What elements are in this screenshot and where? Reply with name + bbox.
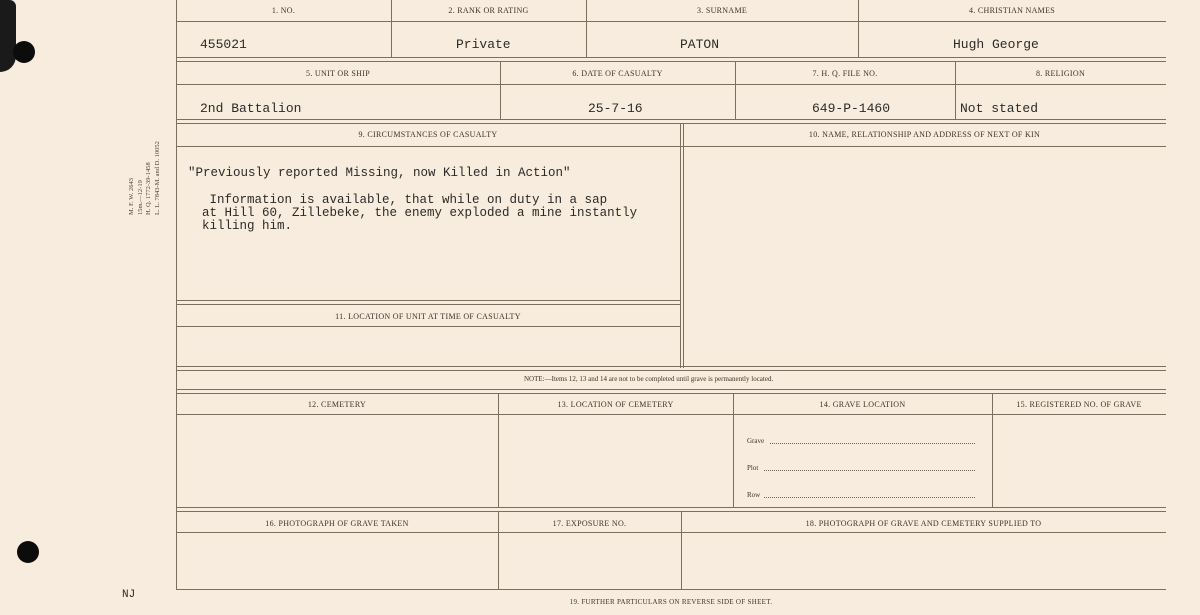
double-rule [176,366,1166,371]
header-circumstances: 9. CIRCUMSTANCES OF CASUALTY [358,130,498,139]
unit-value: 2nd Battalion [200,101,302,116]
header-date: 6. DATE OF CASUALTY [572,69,663,78]
header-rank: 2. RANK OR RATING [448,6,529,15]
torn-edge [0,0,16,72]
circumstances-line-3: at Hill 60, Zillebeke, the enemy exploded a mine instantly [202,206,638,220]
header-unit: 5. UNIT OR SHIP [306,69,370,78]
rule [176,21,1166,22]
rule [176,589,1166,590]
divider [683,124,684,368]
grave-field-line [770,442,975,444]
print-code-line: 15m.—12-19 [136,180,144,215]
rule [176,532,1166,533]
header-cemetery: 12. CEMETERY [307,400,367,409]
print-code-line: H. Q. 1772-39-1458 [145,162,152,215]
rule [176,326,680,327]
form-print-code [128,95,188,215]
divider [498,393,499,507]
left-margin-line [176,0,177,590]
surname-value: PATON [680,37,720,52]
christian-names-value: Hugh George [953,37,1039,52]
clerk-initials: NJ [122,589,136,601]
grave-field-label: Grave [747,437,765,445]
rank-value: Private [456,37,511,52]
header-photograph-taken: 16. PHOTOGRAPH OF GRAVE TAKEN [265,519,409,528]
divider [733,393,734,507]
print-code-line: M. F. W. 2643 [128,177,135,215]
circumstances-line-2: Information is available, that while on duty in a sap [202,193,608,207]
double-rule [176,389,1166,394]
religion-value: Not stated [960,101,1039,116]
header-christian-names: 4. CHRISTIAN NAMES [968,6,1056,15]
header-surname: 3. SURNAME [696,6,748,15]
row-field-line [764,496,975,498]
double-rule [176,300,680,305]
double-rule [176,507,1166,512]
footer-note: 19. FURTHER PARTICULARS ON REVERSE SIDE OF SHEET. [569,598,773,606]
date-value: 25-7-16 [588,101,643,116]
header-file-no: 7. H. Q. FILE NO. [812,69,878,78]
header-religion: 8. RELIGION [1035,69,1086,78]
service-number: 455021 [200,37,247,52]
header-next-of-kin: 10. NAME, RELATIONSHIP AND ADDRESS OF NEXT OF KIN [808,130,1041,139]
rule [176,414,1166,415]
divider [680,124,681,368]
plot-field-line [764,469,975,471]
row-field-label: Row [747,491,761,499]
punch-hole-top [13,41,35,63]
header-location-of-unit: 11. LOCATION OF UNIT AT TIME OF CASUALTY [335,312,521,321]
rule [176,84,1166,85]
double-rule [176,57,1166,62]
header-registered-no: 15. REGISTERED NO. OF GRAVE [1016,400,1142,409]
circumstances-line-1: "Previously reported Missing, now Killed in Action" [188,166,571,180]
circumstances-line-4: killing him. [202,219,293,233]
header-exposure-no: 17. EXPOSURE NO. [552,519,627,528]
plot-field-label: Plot [747,464,759,472]
rule [176,146,1166,147]
header-grave-location: 14. GRAVE LOCATION [819,400,906,409]
punch-hole-bottom [17,541,39,563]
header-location-of-cemetery: 13. LOCATION OF CEMETERY [557,400,674,409]
header-photograph-supplied: 18. PHOTOGRAPH OF GRAVE AND CEMETERY SUPPLIED TO [805,519,1042,528]
note-text: NOTE:—Items 12, 13 and 14 are not to be completed until grave is permanently located. [524,375,774,383]
double-rule [176,119,1166,124]
file-no-value: 649-P-1460 [812,101,891,116]
divider [992,393,993,507]
print-code-line: L. L. 7843-M. and D. 10052 [153,141,161,215]
header-number: 1. NO. [271,6,296,15]
